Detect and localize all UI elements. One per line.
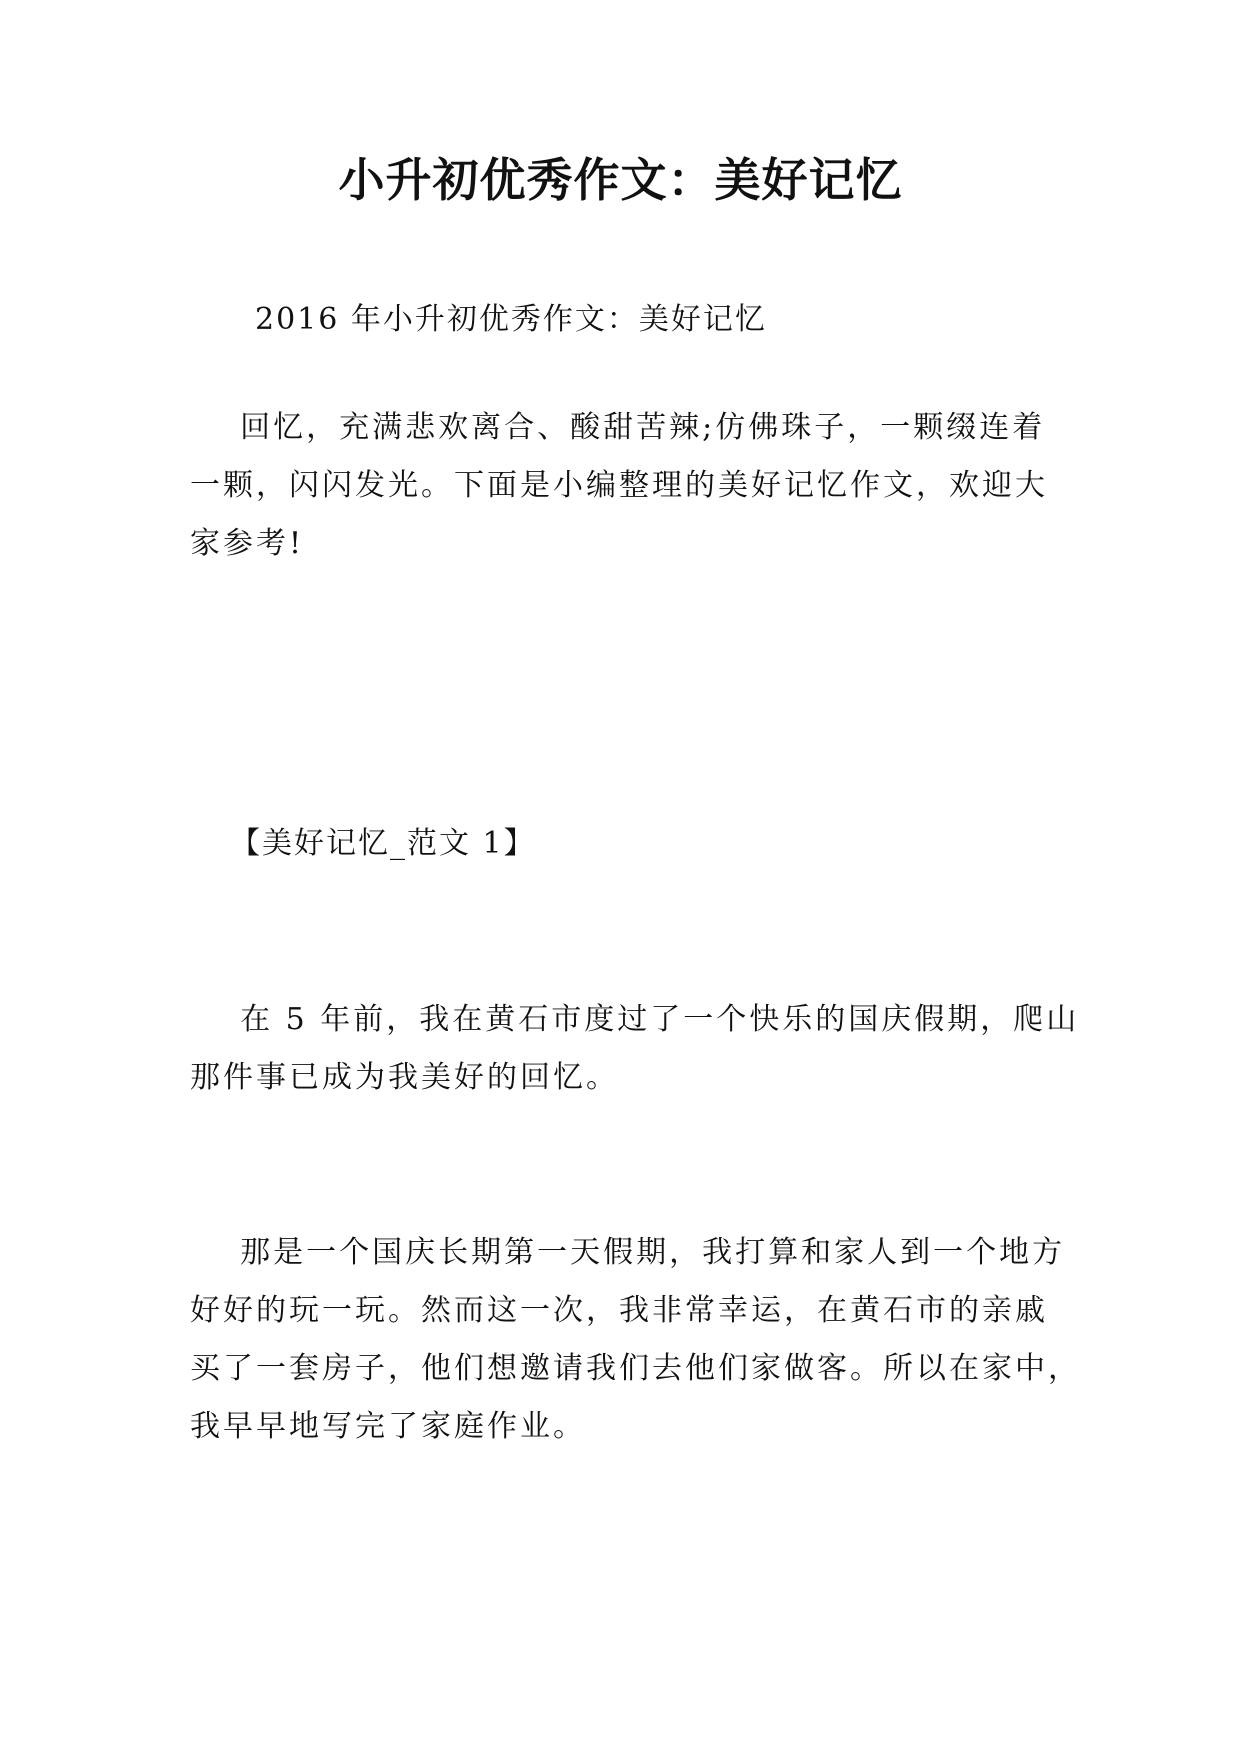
section-heading: 【美好记忆_范文 1】: [230, 826, 536, 861]
document-subtitle: 2016 年小升初优秀作文：美好记忆: [255, 302, 767, 337]
paragraph1-line-1: 在 5 年前，我在黄石市度过了一个快乐的国庆假期，爬山: [190, 1002, 1080, 1037]
paragraph2-line-1: 那是一个国庆长期第一天假期，我打算和家人到一个地方: [190, 1235, 1066, 1270]
paragraph1-line-2: 那件事已成为我美好的回忆。: [190, 1060, 619, 1095]
paragraph2-line-2: 好好的玩一玩。然而这一次，我非常幸运，在黄石市的亲戚: [190, 1293, 1048, 1328]
page-title: 小升初优秀作文：美好记忆: [338, 153, 903, 207]
intro-line-3: 家参考!: [190, 526, 305, 561]
paragraph2-line-4: 我早早地写完了家庭作业。: [190, 1409, 586, 1444]
intro-line-1: 回忆，充满悲欢离合、酸甜苦辣;仿佛珠子，一颗缀连着: [190, 410, 1046, 445]
intro-line-2: 一颗，闪闪发光。下面是小编整理的美好记忆作文，欢迎大: [190, 468, 1048, 503]
paragraph2-line-3: 买了一套房子，他们想邀请我们去他们家做客。所以在家中，: [190, 1351, 1081, 1386]
